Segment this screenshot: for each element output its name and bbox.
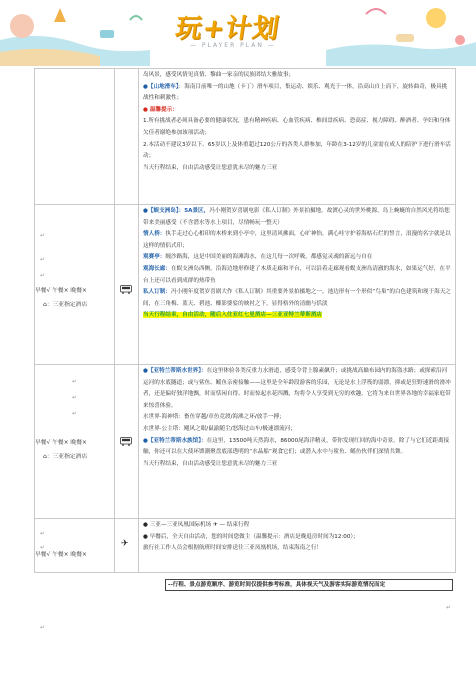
brand-subtitle: — PLAYER PLAN — xyxy=(190,42,276,49)
description-line: 1.所有挑战者必须具备必要的健康状况，患有精神疾病、心血管疾病、椎间盘疾病、恐高症、视力障碍、醉酒者、孕妇和身体欠佳者谢绝参加该项活动； xyxy=(143,118,451,136)
hotel-info xyxy=(43,451,87,460)
hotel-label: ：三亚指定酒店 xyxy=(46,302,88,308)
description-line xyxy=(143,310,451,322)
home-icon: ⌂ xyxy=(43,454,47,460)
attraction-name: ●【山地滑车】 xyxy=(143,83,179,90)
airplane-icon: ✈ xyxy=(121,539,129,549)
itinerary-row xyxy=(35,69,456,205)
description-text: 在这里，13500吨天然海水，86000尾海洋精灵，带你发现红回的海中奇景。除了与它们近距离接触，你还可以在大使环馈潮聚盘底部透明的“水晶船”观食它们；或潜入水中与鲨鱼、鳐鱼伙伴们深情共舞。 xyxy=(143,437,450,456)
description-line xyxy=(143,436,451,459)
hotel-info xyxy=(43,299,87,308)
description-line: 水世界·公主塔：飓风之眼/鼠渝随尘/怒海过山车/极速漂流河； xyxy=(143,425,296,432)
description-line xyxy=(143,206,451,229)
description-line: 当天行程结束，自由活动感受让您意犹未尽的魅力三亚 xyxy=(143,164,278,171)
meals-info: 早餐√ 午餐× 晚餐× xyxy=(35,288,87,294)
description-text: 冯小刚年度贺岁喜剧大作《私人订制》其重要外景拍摄地之一，池边形有一个形似“鸟巢”的白色建筑和现于海天之间，在三角梅、蓝天、碧池、椰影婆娑的映衬之下，显得格外的清幽与恬淡 xyxy=(143,289,451,307)
itinerary-row xyxy=(35,519,456,573)
attraction-name: 私人订制： xyxy=(143,289,171,296)
attraction-name: 观海长廊： xyxy=(143,265,171,272)
header-banner xyxy=(0,0,476,66)
description-text: 冯小刚贺岁喜剧电影《私人订制》外景拍摄地，故渡心灵的世外桃源，岛上蜿蜒的自然风光将给您带来美丽感受（不含潜水等水上项目，尽情畅玩一整天） xyxy=(143,208,450,226)
meals-cell xyxy=(35,365,115,519)
bus-icon xyxy=(120,285,132,294)
attraction-name: 观赛亭： xyxy=(143,254,166,261)
paragraph-mark: ↵ xyxy=(72,394,78,401)
paragraph-mark: ↵ xyxy=(446,604,452,611)
description-line xyxy=(143,252,451,264)
icon-cell xyxy=(115,519,139,573)
hotel-label: ：三亚指定酒店 xyxy=(46,454,88,460)
brand-logo: 玩+计划 xyxy=(173,14,282,44)
meals-cell xyxy=(35,69,115,205)
description-line xyxy=(143,229,451,252)
description-line: 岛风景，感受风情见真情、黎曲一家亲的民族团结大雅故事； xyxy=(143,72,295,78)
description-text: 执手走过心心相印的木桥来到小亭中，这里清风拂面，心旷神怡，满心哇守护着海枯石烂的誓言，浪漫的名字就是以这样的情侣式印； xyxy=(143,231,451,249)
paragraph-mark: ↵ xyxy=(40,530,46,537)
attraction-name: ●【蜈支洲岛】：5A景区， xyxy=(143,208,210,214)
description-cell xyxy=(139,365,456,519)
paragraph-mark: ↵ xyxy=(72,410,78,417)
description-text: 缠沙路海，这是中国美丽的海滩海水，在这儿每一次呼吸，都感觉灵魂的新远与自在 xyxy=(165,254,373,261)
description-line xyxy=(143,82,451,105)
description-line: 当天行程结束，自由活动感受让您意犹未尽的魅力三亚 xyxy=(143,460,278,467)
itinerary-row xyxy=(35,205,456,365)
meals-cell xyxy=(35,205,115,365)
hotel-highlight: 当天行程结束，自由活动，随后入住亚红七星酒店—三亚亚特兰蒂斯酒店 xyxy=(143,312,323,319)
meals-cell xyxy=(35,519,115,573)
description-line: ● 三亚—三亚凤凰国际机场 ✈ — 结束行程 xyxy=(143,522,250,528)
description-cell xyxy=(139,205,456,365)
attraction-name: 情人桥： xyxy=(143,231,166,238)
home-icon: ⌂ xyxy=(43,302,47,308)
description-line: 2.本活动不建议3岁以下、65岁以上及体重超过120公斤的各类人群参加，年龄在3-12岁的儿童需在成人的陪护下进行滑车活动； xyxy=(143,141,451,160)
description-line xyxy=(143,264,451,287)
icon-cell xyxy=(115,205,139,365)
itinerary-table xyxy=(34,68,456,573)
description-text: 在这里体验各类反重力水滑道，感受令背上腺素飙升；或挑战高巅布园内的海盗水路；或探索沿河运河的水底隧道；或与鲨鱼、鳐鱼亲密接触——这里是全年龄段游客的乐园，无论是水上浮筏的弱漂，抑或是狂野速滑的滑冲者，还是偏好独洋地飘，时而恬闲自得、时而惊起水花四溅，均将令人享受到无穷的欢趣，它将为来自世界各地的幸福家庭带来惊喜体验。 xyxy=(143,368,451,409)
paragraph-mark: ↵ xyxy=(40,272,46,279)
description-line xyxy=(143,287,451,310)
meals-info: 早餐√ 午餐× 晚餐× xyxy=(35,552,87,558)
description-line xyxy=(143,366,451,412)
description-cell xyxy=(139,69,456,205)
bus-icon xyxy=(120,437,132,446)
warning-heading: ● 温馨提示： xyxy=(143,106,178,113)
paragraph-mark: ↵ xyxy=(40,624,46,631)
icon-cell xyxy=(115,365,139,519)
paragraph-mark: ↵ xyxy=(40,544,46,551)
description-cell xyxy=(139,519,456,573)
description-text: ：海南目前唯一的山地（卡丁）滑车项目，集运动、娱乐、观光于一体，沿高山自上而下，旋转曲奇，极具挑战性和刺激性； xyxy=(143,83,448,102)
itinerary-row xyxy=(35,365,456,519)
paragraph-mark: ↵ xyxy=(40,232,46,239)
description-line: ● 早餐后，全天自由活动，您的时间您做主（温馨提示：酒店是晚退房时间为12:00）； xyxy=(143,533,359,540)
description-line: 旅行社工作人员会根据航班时间安排送往三亚凤凰机场，结束海南之行！ xyxy=(143,545,323,552)
description-text: 在蜈支洲岛西侧，沿海边地形修建了木质走廊和平台，可以沿着走廊观看蜈支洲岛清澈的海水，如果运气好，在平台上还可以看到成群的热带鱼 xyxy=(143,265,451,284)
icon-cell xyxy=(115,69,139,205)
beach-decoration-left xyxy=(0,0,150,66)
paragraph-mark: ↵ xyxy=(40,256,46,263)
beach-decoration-right xyxy=(326,0,476,66)
attraction-name: ●【亚特兰蒂斯水世界】： xyxy=(143,368,207,374)
attraction-name: ●【亚特兰蒂斯水族馆】： xyxy=(143,437,207,444)
disclaimer-note: --行程、景点游览顺序、游览时间仅提供参考标准，具体视天气及游客实际游览情况而定 xyxy=(165,579,453,591)
paragraph-mark: ↵ xyxy=(72,378,78,385)
meals-info: 早餐√ 午餐× 晚餐× xyxy=(35,440,87,446)
description-line: 水世界·海神塔：畜鱼穿越/章鱼竞渡/海沸之环/放手一搏； xyxy=(143,414,285,421)
